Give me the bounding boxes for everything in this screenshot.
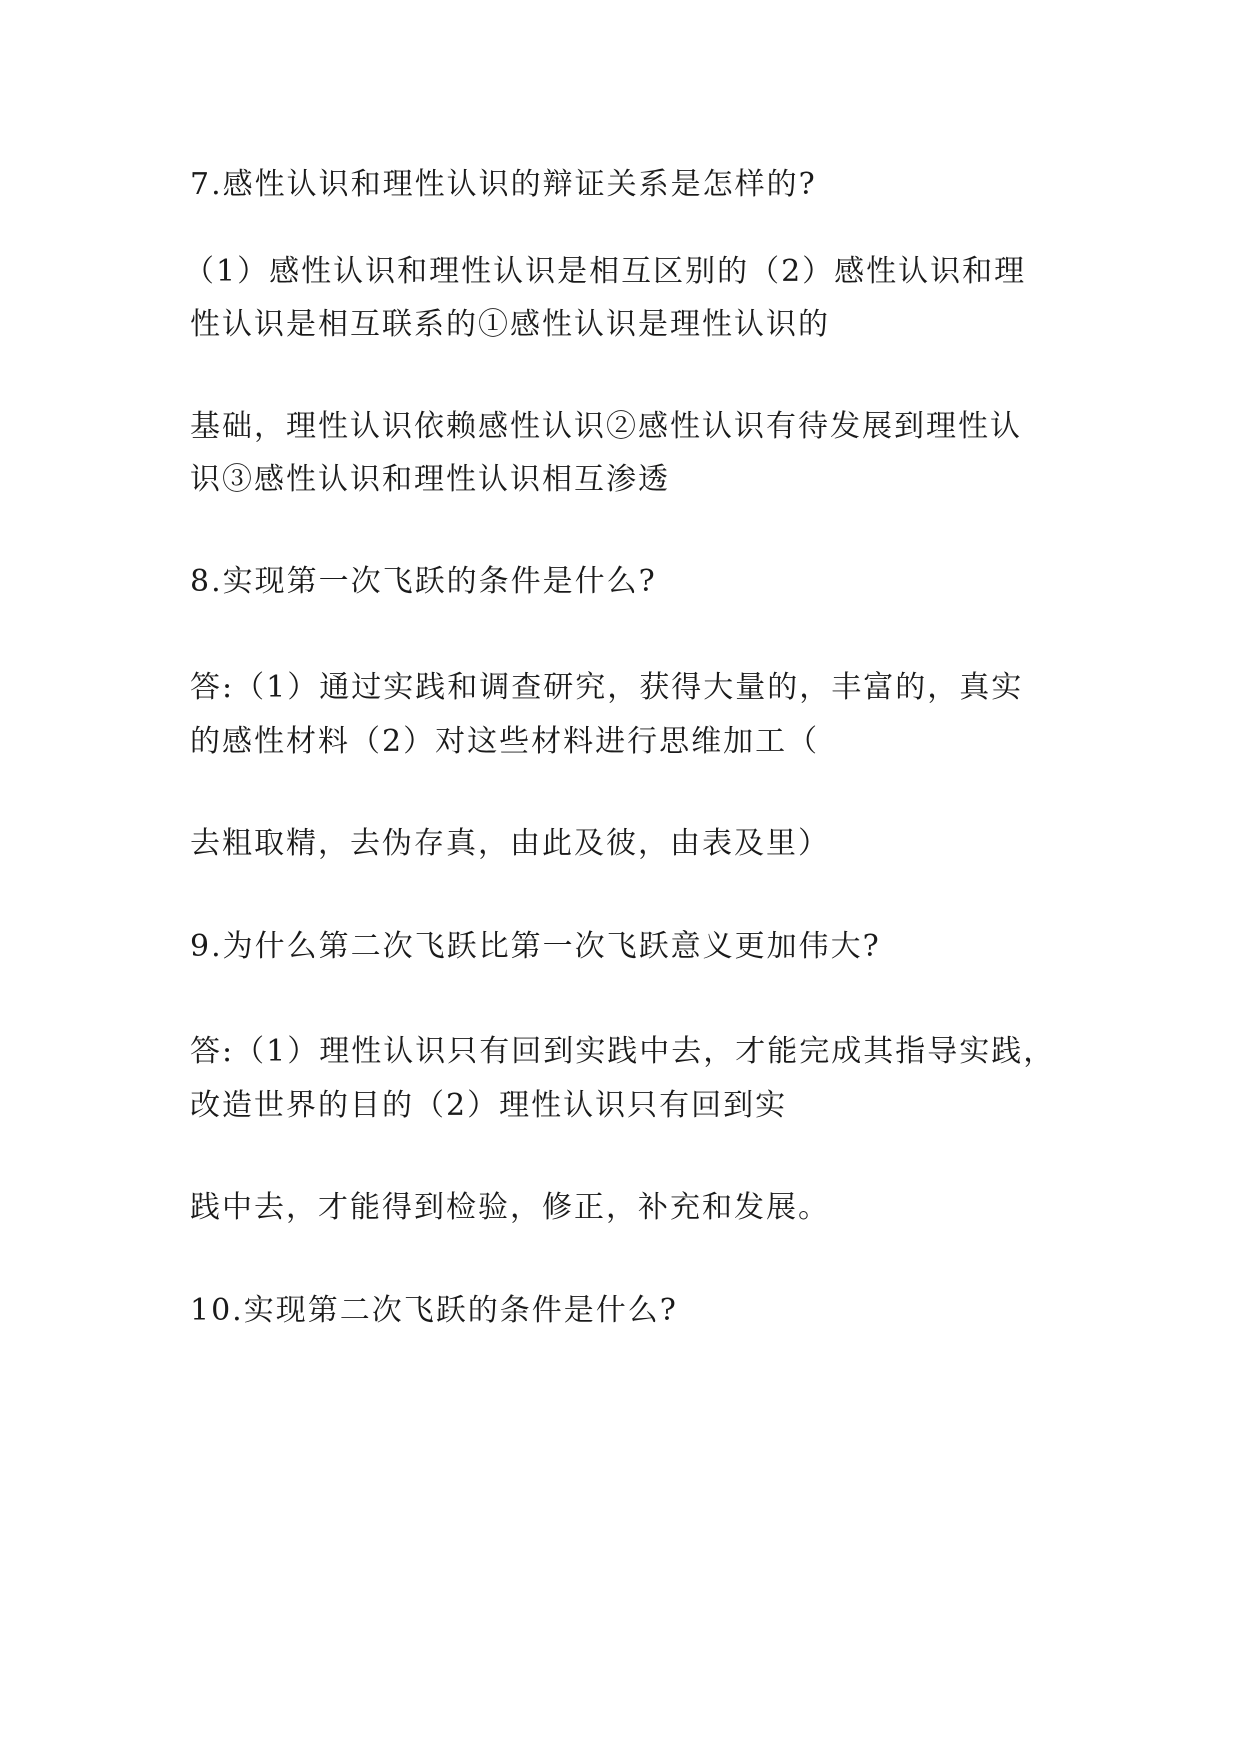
answer-9-line-3: 践中去，才能得到检验，修正，补充和发展。 xyxy=(190,1190,830,1225)
answer-7-line-1: （1）感性认识和理性认识是相互区别的（2）感性认识和理 xyxy=(184,254,1027,289)
answer-9-line-1: 答:（1）理性认识只有回到实践中去，才能完成其指导实践， xyxy=(190,1034,1056,1069)
answer-8-line-3: 去粗取精，去伪存真，由此及彼，由表及里） xyxy=(190,826,830,861)
answer-7-line-3: 基础，理性认识依赖感性认识②感性认识有待发展到理性认 xyxy=(190,409,1022,444)
question-9-heading: 9.为什么第二次飞跃比第一次飞跃意义更加伟大? xyxy=(190,929,881,964)
answer-7-line-2: 性认识是相互联系的①感性认识是理性认识的 xyxy=(190,307,830,342)
answer-7-line-4: 识③感性认识和理性认识相互渗透 xyxy=(190,462,670,497)
answer-9-line-2: 改造世界的目的（2）理性认识只有回到实 xyxy=(190,1088,788,1123)
answer-8-line-1: 答:（1）通过实践和调查研究，获得大量的，丰富的，真实 xyxy=(190,670,1024,705)
answer-8-line-2: 的感性材料（2）对这些材料进行思维加工（ xyxy=(190,724,820,759)
question-7-heading: 7.感性认识和理性认识的辩证关系是怎样的? xyxy=(190,167,817,202)
question-8-heading: 8.实现第一次飞跃的条件是什么? xyxy=(190,564,657,599)
question-10-heading: 10.实现第二次飞跃的条件是什么? xyxy=(190,1293,678,1328)
